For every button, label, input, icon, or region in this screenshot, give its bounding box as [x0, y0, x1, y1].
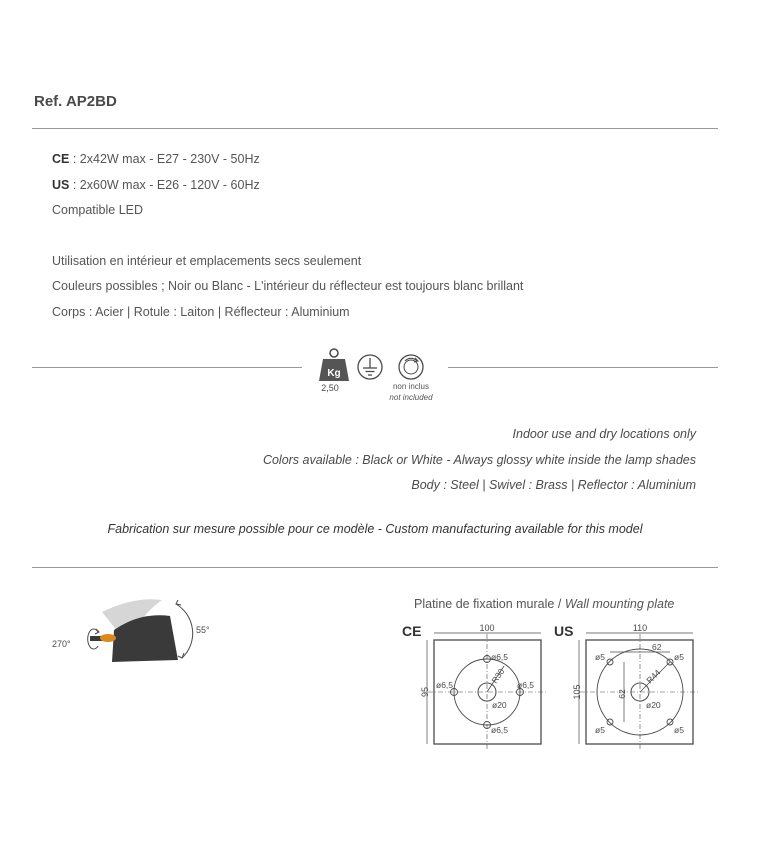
ce-hole-left: ø6,5: [436, 680, 454, 690]
spec-ce: [52, 152, 260, 166]
spec-usage-fr: Utilisation en intérieur et emplacements secs seulement: [52, 254, 362, 268]
spec-materials-fr: Corps : Acier | Rotule : Laiton | Réflecteur : Aluminium: [52, 305, 350, 319]
spec-us: [52, 178, 260, 192]
product-reference: Ref. AP2BD: [34, 93, 117, 110]
spec-materials-en: Body : Steel | Swivel : Brass | Reflector : Aluminium: [411, 478, 696, 492]
lamp-rotation-diagram: [40, 590, 230, 680]
ce-hole-bottom: ø6,5: [491, 725, 509, 735]
us-spacing-h: 62: [652, 642, 662, 652]
us-hole-tr: ø5: [674, 652, 684, 662]
ce-hole-top: ø6,5: [491, 652, 509, 662]
ce-radius-label: R30: [489, 666, 507, 686]
not-included-en: not included: [389, 393, 433, 402]
spec-led: Compatible LED: [52, 203, 144, 217]
icon-row: [312, 345, 452, 405]
us-radius-label: R44: [644, 667, 663, 686]
us-hole-tl: ø5: [595, 652, 605, 662]
us-hole-bl: ø5: [595, 725, 605, 735]
mounting-plate-title-fr: Platine de fixation murale: [414, 597, 555, 611]
dimmer-icon: [399, 355, 423, 379]
divider-left: [32, 367, 302, 368]
horizontal-rotation-label: 270°: [52, 639, 71, 649]
spec-ce-value: : 2x42W max - E27 - 230V - 50Hz: [69, 152, 260, 166]
spec-colors-en: Colors available : Black or White - Always glossy white inside the lamp shades: [262, 453, 696, 467]
custom-manufacturing-note: Fabrication sur mesure possible pour ce modèle - Custom manufacturing available for this model: [107, 522, 643, 536]
ce-hole-right: ø6,5: [517, 680, 535, 690]
mounting-plate-diagram: [400, 620, 710, 755]
not-included-fr: non inclus: [392, 382, 430, 391]
ce-plate-label: CE: [402, 623, 422, 639]
ce-center-label: ø20: [492, 700, 507, 710]
spec-us-label: US: [52, 178, 70, 192]
spec-usage-en: Indoor use and dry locations only: [512, 427, 696, 441]
weight-icon: [319, 349, 349, 381]
spec-us-value: : 2x60W max - E26 - 120V - 60Hz: [69, 178, 260, 192]
us-spacing-v: 62: [617, 689, 627, 699]
us-center-label: ø20: [646, 700, 661, 710]
weight-value: 2,50: [321, 383, 339, 393]
us-plate-label: US: [554, 623, 574, 639]
ce-height-dimension: 95: [420, 686, 430, 698]
vertical-rotation-arrow: [176, 604, 193, 658]
us-height-dimension: 105: [572, 684, 582, 700]
title-separator: /: [557, 597, 562, 611]
spec-ce-label: CE: [52, 152, 70, 166]
divider-right: [448, 367, 718, 368]
mounting-plate-title: [414, 597, 674, 611]
mounting-plate-title-en: Wall mounting plate: [564, 597, 675, 611]
divider: [32, 128, 718, 129]
us-width-dimension: 110: [632, 623, 648, 633]
swivel-brass: [100, 634, 116, 642]
vertical-rotation-label: 55°: [196, 625, 210, 635]
ground-icon: [358, 355, 382, 379]
us-hole-br: ø5: [674, 725, 684, 735]
divider-bottom: [32, 567, 718, 568]
weight-unit: Kg: [327, 368, 341, 379]
ce-width-dimension: 100: [479, 623, 495, 633]
spec-colors-fr: Couleurs possibles ; Noir ou Blanc - L'intérieur du réflecteur est toujours blanc brillant: [52, 279, 524, 293]
